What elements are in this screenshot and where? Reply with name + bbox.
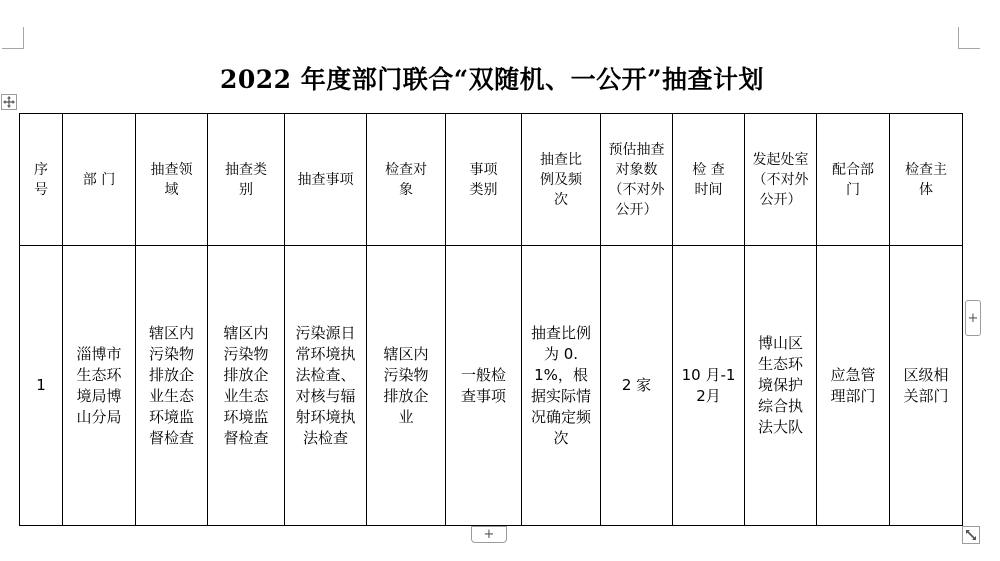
add-row-button[interactable] [471,526,507,543]
move-arrows-icon [3,96,15,108]
cell-initiating-office[interactable]: 博山区生态环境保护综合执法大队 [745,246,817,526]
page-corner-mark-top-right [958,27,980,49]
cell-item-type[interactable]: 一般检查事项 [446,246,522,526]
header-ratio-frequency[interactable]: 抽查比例及频次 [522,114,601,246]
header-department[interactable]: 部 门 [63,114,136,246]
header-inspection-item[interactable]: 抽查事项 [285,114,367,246]
inspection-plan-table [19,113,963,526]
table-row [20,246,963,526]
cell-inspection-time[interactable]: 10 月-12月 [673,246,745,526]
cell-seq[interactable]: 1 [20,246,63,526]
page-corner-mark-top-left [2,27,24,49]
cell-cooperating-department[interactable]: 应急管理部门 [817,246,890,526]
plus-icon: + [967,310,979,326]
table-resize-handle[interactable] [962,526,980,544]
plus-icon: + [483,527,495,542]
cell-inspection-body[interactable]: 区级相关部门 [890,246,963,526]
cell-ratio-frequency[interactable]: 抽查比例为 0.1%，根据实际情况确定频次 [522,246,601,526]
header-item-type[interactable]: 事项类别 [446,114,522,246]
header-seq[interactable]: 序号 [20,114,63,246]
document-title: 2022 年度部门联合“双随机、一公开”抽查计划 [219,65,765,94]
cell-inspection-item[interactable]: 污染源日常环境执法检查、对核与辐射环境执法检查 [285,246,367,526]
cell-estimated-count[interactable]: 2 家 [601,246,673,526]
cell-department[interactable]: 淄博市生态环境局博山分局 [63,246,136,526]
add-column-button[interactable] [965,300,981,336]
header-inspection-category[interactable]: 抽查类别 [208,114,285,246]
header-cooperating-department[interactable]: 配合部门 [817,114,890,246]
header-inspection-target[interactable]: 检查对象 [367,114,446,246]
header-initiating-office[interactable]: 发起处室（不对外公开） [745,114,817,246]
cell-inspection-target[interactable]: 辖区内污染物排放企业 [367,246,446,526]
table-move-handle[interactable] [1,94,17,110]
header-inspection-field[interactable]: 抽查领域 [136,114,208,246]
header-inspection-time[interactable]: 检 查时间 [673,114,745,246]
header-inspection-body[interactable]: 检查主体 [890,114,963,246]
resize-diagonal-icon [965,529,977,541]
cell-inspection-category[interactable]: 辖区内污染物排放企业生态环境监督检查 [208,246,285,526]
cell-inspection-field[interactable]: 辖区内污染物排放企业生态环境监督检查 [136,246,208,526]
table-header-row [20,114,963,246]
header-estimated-count[interactable]: 预估抽查对象数（不对外公开） [601,114,673,246]
